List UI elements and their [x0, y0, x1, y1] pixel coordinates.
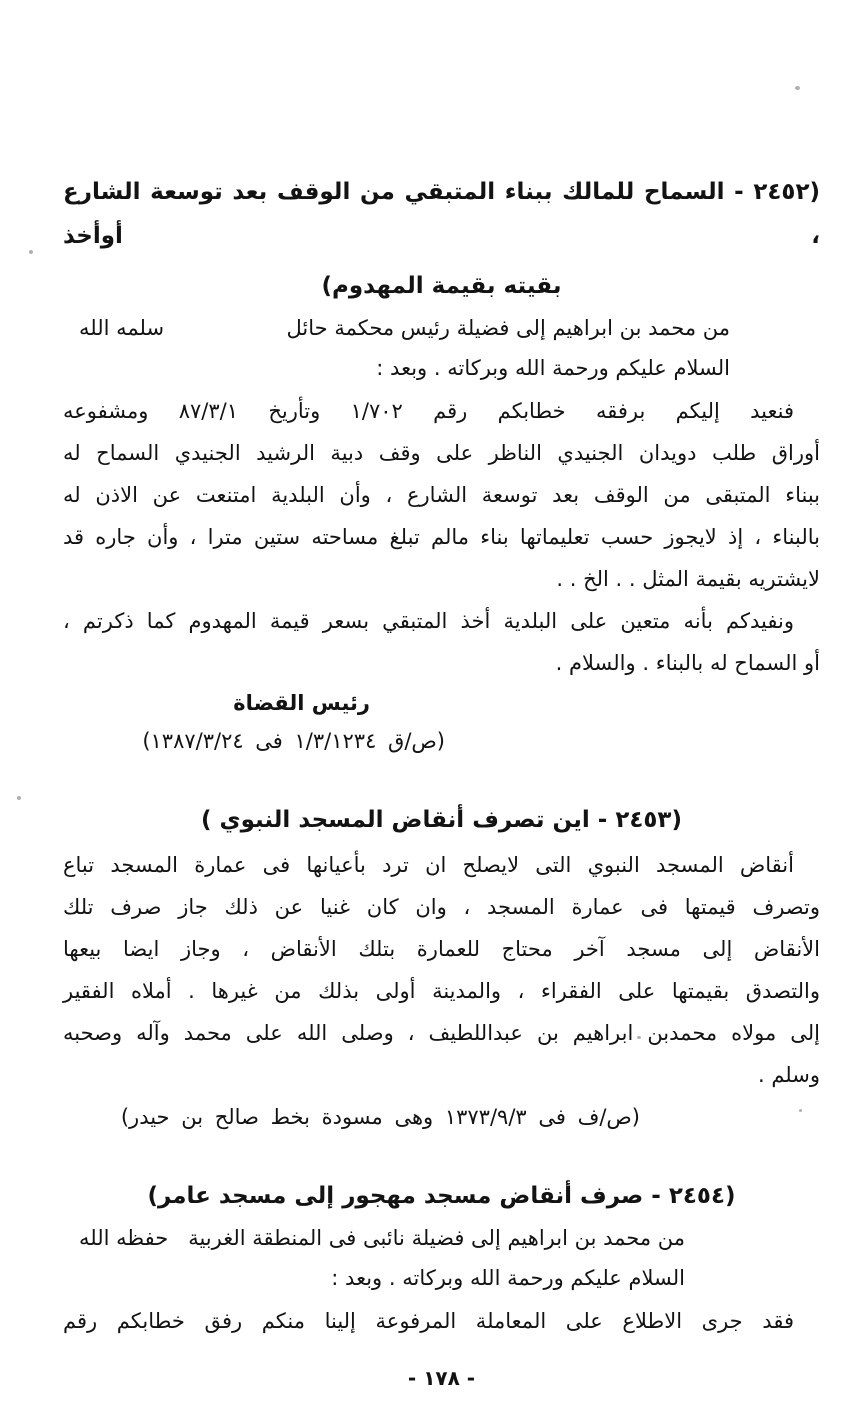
- sender-line: [63, 308, 820, 348]
- body-line: لايشتريه بقيمة المثل . . الخ . .: [556, 567, 820, 591]
- section-2454: [63, 1174, 820, 1342]
- section-2453: [63, 798, 820, 1136]
- sender-line: [63, 1218, 820, 1258]
- salutation-line: السلام عليكم ورحمة الله وبركاته . وبعد :: [376, 356, 730, 380]
- section-heading-line-1: (٢٤٥٤ - صرف أنقاض مسجد مهجور إلى مسجد عامر): [147, 1183, 736, 1209]
- salutation-line: السلام عليكم ورحمة الله وبركاته . وبعد :: [331, 1266, 685, 1290]
- honorific-text: سلمه الله: [79, 316, 165, 340]
- body-line: أنقاض المسجد النبوي التى لايصلح ان ترد بأعيانها فى عمارة المسجد تباع: [63, 853, 794, 877]
- body-line: وتصرف قيمتها فى عمارة المسجد ، وان كان غنيا عن ذلك جاز صرف تلك: [63, 895, 820, 919]
- body-line: إلى مولاه محمدبن ابراهيم بن عبداللطيف ، وصلى الله على محمد وآله وصحبه: [63, 1021, 820, 1045]
- body-line: ونفيدكم بأنه متعين على البلدية أخذ المتبقي بسعر قيمة المهدوم كما ذكرتم ،: [63, 609, 794, 633]
- honorific-text: حفظه الله: [79, 1226, 169, 1250]
- section-2452: [63, 170, 820, 760]
- archive-reference: (ص/ق ١/٣/١٢٣٤ فى ١٣٨٧/٣/٢٤): [142, 729, 445, 753]
- sender-text: من محمد بن ابراهيم إلى فضيلة نائبى فى المنطقة الغربية: [188, 1226, 685, 1250]
- scan-speck: [17, 796, 21, 800]
- body-line: ببناء المتبقى من الوقف بعد توسعة الشارع ، وأن البلدية امتنعت عن الاذن له: [63, 483, 820, 507]
- letter-body: [63, 390, 820, 684]
- body-line: الأنقاض إلى مسجد آخر محتاج للعمارة بتلك الأنقاض ، وجاز ايضا بيعها: [63, 937, 820, 961]
- fatwa-body: [63, 844, 820, 1096]
- section-heading-line-1: (٢٤٥٣ - اين تصرف أنقاض المسجد النبوي ): [201, 807, 682, 833]
- page-number: - ١٧٨ -: [407, 1366, 476, 1390]
- body-line: والتصدق بقيمتها على الفقراء ، والمدينة أولى بذلك من غيرها . أملاه الفقير: [63, 979, 820, 1003]
- letter-body: [63, 1300, 820, 1342]
- body-line: أوراق طلب دويدان الجنيدي الناظر على وقف دبية الرشيد الجنيدي السماح له: [63, 441, 820, 465]
- scan-speck: [29, 250, 33, 254]
- section-heading-line-2: بقيته بقيمة المهدوم): [321, 273, 562, 299]
- body-line: فنعيد إليكم برفقه خطابكم رقم ١/٧٠٢ وتأريخ ٨٧/٣/١ ومشفوعه: [63, 399, 794, 423]
- signature-title: رئيس القضاة: [233, 691, 370, 715]
- text-column: [63, 0, 820, 1396]
- body-line: فقد جرى الاطلاع على المعاملة المرفوعة إلينا منكم رفق خطابكم رقم: [63, 1309, 794, 1333]
- body-line: أو السماح له بالبناء . والسلام .: [555, 651, 820, 675]
- sender-text: من محمد بن ابراهيم إلى فضيلة رئيس محكمة حائل: [286, 316, 730, 340]
- body-line: بالبناء ، إذ لايجوز حسب تعليماتها بناء مالم تبلغ مساحته ستين مترا ، وأن جاره قد: [63, 525, 820, 549]
- body-line: وسلم .: [757, 1063, 820, 1087]
- archive-reference: (ص/ف فى ١٣٧٣/٩/٣ وهى مسودة بخط صالح بن حيدر): [120, 1105, 640, 1129]
- section-heading-line-1: (٢٤٥٢ - السماح للمالك ببناء المتبقي من الوقف بعد توسعة الشارع ، أوأخذ: [63, 179, 820, 249]
